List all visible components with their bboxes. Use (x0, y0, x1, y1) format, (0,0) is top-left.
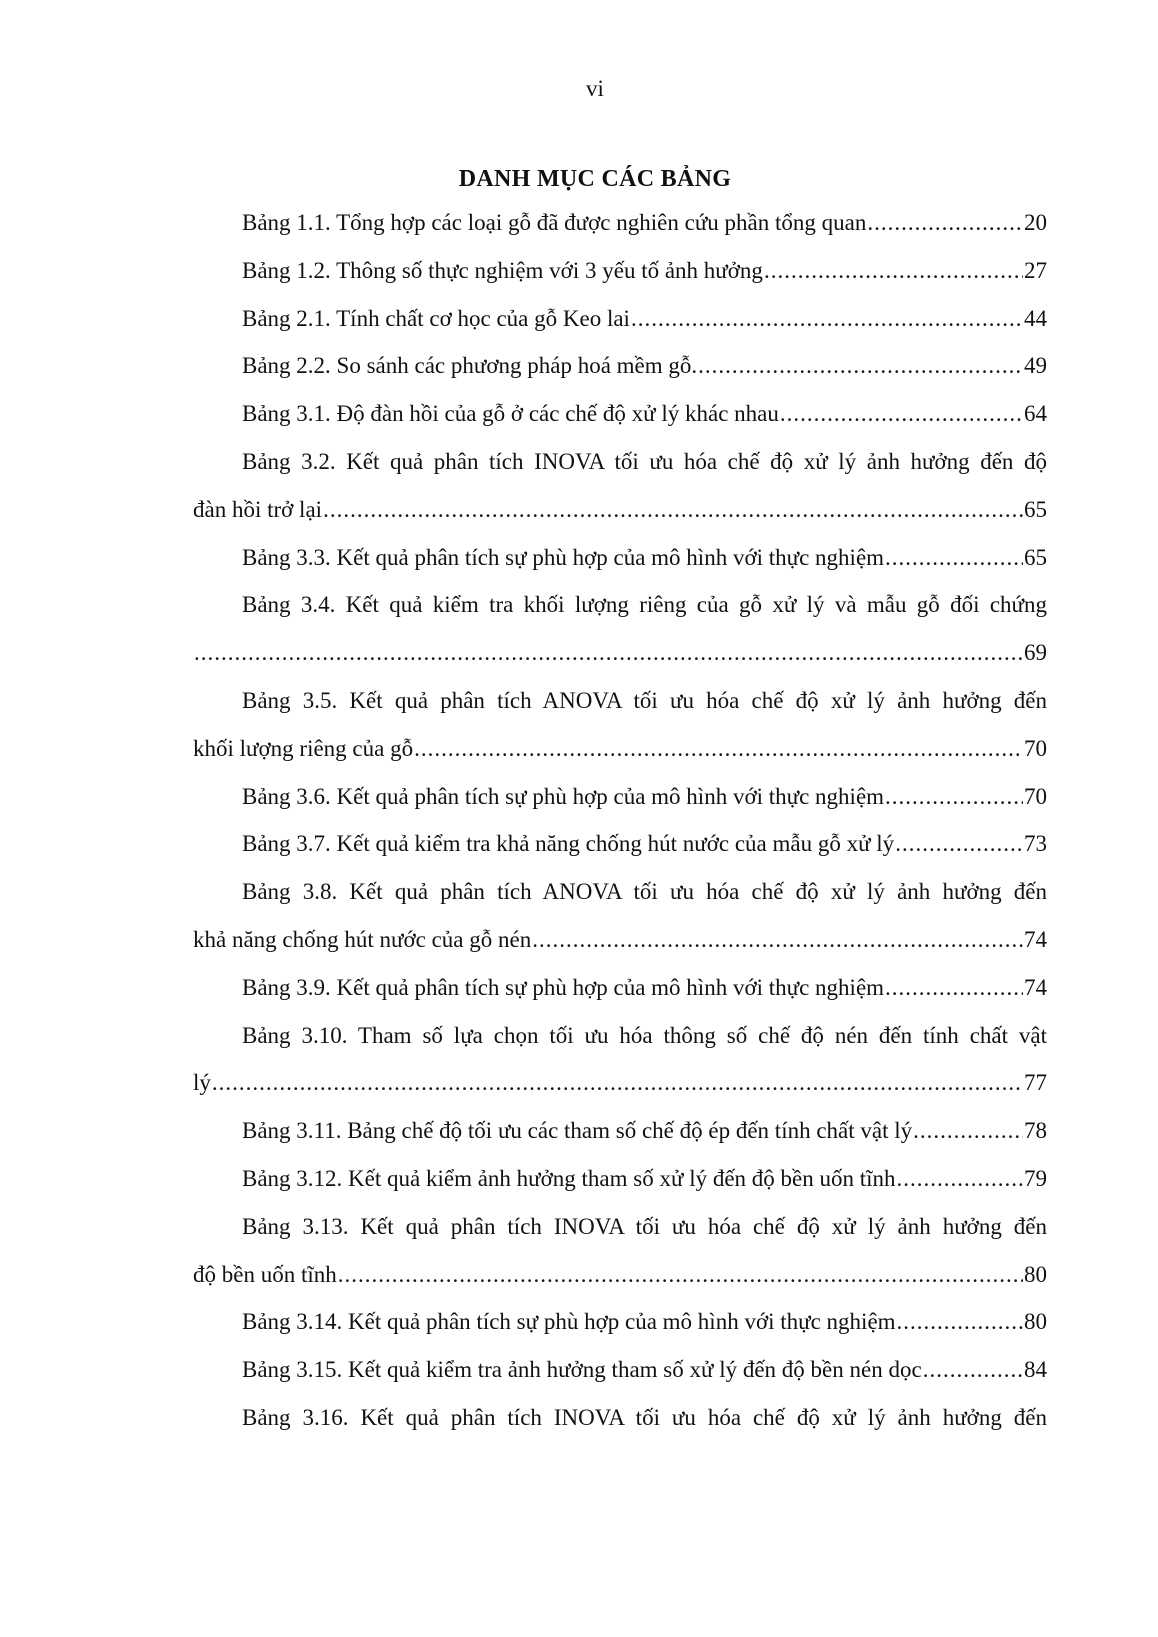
toc-entry-page-number: 44 (1024, 305, 1047, 331)
toc-entry-page-number: 49 (1024, 353, 1047, 379)
toc-entry[interactable] (193, 1203, 1047, 1299)
toc-entry-page-number: 79 (1024, 1165, 1047, 1191)
toc-entry-text: Bảng 3.7. Kết quả kiểm tra khả năng chống hút nước của mẫu gỗ xử lý (242, 831, 895, 857)
toc-entry[interactable] (193, 199, 1047, 247)
toc-entry[interactable] (193, 1107, 1047, 1155)
dot-leader (194, 629, 1023, 677)
dot-leader (323, 486, 1023, 534)
toc-entry[interactable] (193, 1012, 1047, 1108)
toc-entry-text: Bảng 2.2. So sánh các phương pháp hoá mềm gỗ. (242, 353, 698, 379)
toc-entry[interactable] (193, 295, 1047, 343)
toc-entry-line (193, 342, 1047, 390)
toc-entry[interactable] (193, 1346, 1047, 1394)
page-title: DANH MỤC CÁC BẢNG (458, 166, 732, 192)
toc-entry-text: Bảng 1.1. Tổng hợp các loại gỗ đã được nghiên cứu phần tổng quan (242, 210, 867, 235)
dot-leader (212, 1059, 1023, 1107)
toc-entry[interactable] (193, 247, 1047, 295)
dot-leader (698, 342, 1023, 390)
dot-leader (923, 1346, 1023, 1394)
toc-entry-text: Bảng 3.9. Kết quả phân tích sự phù hợp của mô hình với thực nghiệm (242, 974, 885, 1000)
toc-entry-line: Bảng 3.8. Kết quả phân tích ANOVA tối ưu hóa chế độ xử lý ảnh hưởng đến (242, 879, 1047, 905)
toc-entry-line (193, 534, 1047, 582)
toc-entry-line (193, 295, 1047, 343)
toc-entry[interactable] (193, 534, 1047, 582)
toc-entry-page-number: 77 (1024, 1070, 1047, 1096)
toc-entry-page-number: 69 (1024, 640, 1047, 666)
toc-entry-line (193, 1251, 1047, 1299)
toc-entry[interactable] (193, 1394, 1047, 1442)
dot-leader (913, 1107, 1023, 1155)
toc-entry-text: Bảng 3.11. Bảng chế độ tối ưu các tham số chế độ ép đến tính chất vật lý (242, 1118, 913, 1144)
toc-entry-page-number: 70 (1024, 735, 1047, 761)
toc-entry-line: Bảng 3.5. Kết quả phân tích ANOVA tối ưu hóa chế độ xử lý ảnh hưởng đến (242, 687, 1047, 713)
toc-entry-text: khả năng chống hút nước của gỗ nén (193, 926, 532, 952)
dot-leader (338, 1251, 1023, 1299)
toc-entry-text: Bảng 2.1. Tính chất cơ học của gỗ Keo lai (242, 305, 630, 331)
toc-entry-text: khối lượng riêng của gỗ (193, 735, 414, 761)
toc-entry-line: Bảng 3.16. Kết quả phân tích INOVA tối ưu hóa chế độ xử lý ảnh hưởng đến (242, 1404, 1047, 1430)
dot-leader (867, 199, 1023, 247)
table-of-contents (193, 199, 1047, 1442)
toc-entry-line (193, 1346, 1047, 1394)
toc-entry-line (193, 1298, 1047, 1346)
toc-entry-text: Bảng 3.12. Kết quả kiểm ảnh hưởng tham số xử lý đến độ bền uốn tĩnh (242, 1165, 896, 1191)
dot-leader (885, 964, 1023, 1012)
toc-entry[interactable] (193, 677, 1047, 773)
toc-entry[interactable] (193, 773, 1047, 821)
toc-entry-page-number: 27 (1024, 257, 1047, 283)
toc-entry[interactable] (193, 438, 1047, 534)
toc-entry[interactable] (193, 820, 1047, 868)
toc-entry-page-number: 78 (1024, 1118, 1047, 1144)
toc-entry[interactable] (193, 342, 1047, 390)
toc-entry-text: Bảng 3.15. Kết quả kiểm tra ảnh hưởng tham số xử lý đến độ bền nén dọc (242, 1357, 922, 1383)
dot-leader (780, 390, 1023, 438)
toc-entry-line (193, 486, 1047, 534)
toc-entry-line (193, 1107, 1047, 1155)
toc-entry-page-number: 64 (1024, 401, 1047, 427)
toc-entry-line: Bảng 3.2. Kết quả phân tích INOVA tối ưu hóa chế độ xử lý ảnh hưởng đến độ (242, 448, 1047, 474)
toc-entry-text: đàn hồi trở lại (193, 496, 323, 522)
toc-entry-line (193, 390, 1047, 438)
toc-entry[interactable] (193, 1155, 1047, 1203)
dot-leader (885, 534, 1023, 582)
toc-entry-line (193, 773, 1047, 821)
dot-leader (532, 916, 1023, 964)
toc-entry[interactable] (193, 868, 1047, 964)
toc-entry-page-number: 70 (1024, 783, 1047, 809)
toc-entry-page-number: 73 (1024, 831, 1047, 857)
dot-leader (885, 773, 1023, 821)
dot-leader (895, 820, 1023, 868)
toc-entry-page-number: 80 (1024, 1261, 1047, 1287)
page-number: vi (586, 76, 604, 101)
toc-entry-text: lý (193, 1070, 211, 1096)
toc-entry-text: Bảng 3.3. Kết quả phân tích sự phù hợp của mô hình với thực nghiệm (242, 544, 885, 570)
toc-entry-line: Bảng 3.10. Tham số lựa chọn tối ưu hóa thông số chế độ nén đến tính chất vật (242, 1022, 1047, 1048)
toc-entry-page-number: 20 (1024, 210, 1047, 235)
toc-entry-line (193, 247, 1047, 295)
toc-entry-line (193, 964, 1047, 1012)
toc-entry-text: Bảng 3.14. Kết quả phân tích sự phù hợp của mô hình với thực nghiệm (242, 1309, 896, 1335)
toc-entry-text: Bảng 3.1. Độ đàn hồi của gỗ ở các chế độ xử lý khác nhau (242, 401, 779, 427)
toc-entry-line (193, 1059, 1047, 1107)
toc-entry[interactable] (193, 581, 1047, 677)
toc-entry-page-number: 74 (1024, 974, 1047, 1000)
toc-entry-page-number: 65 (1024, 496, 1047, 522)
dot-leader (764, 247, 1023, 295)
toc-entry[interactable] (193, 964, 1047, 1012)
toc-entry-line (193, 629, 1047, 677)
dot-leader (414, 725, 1023, 773)
toc-entry-line: Bảng 3.4. Kết quả kiểm tra khối lượng riêng của gỗ xử lý và mẫu gỗ đối chứng (242, 592, 1047, 618)
toc-entry-line (193, 199, 1047, 247)
toc-entry-page-number: 84 (1024, 1357, 1047, 1383)
toc-entry-line: Bảng 3.13. Kết quả phân tích INOVA tối ưu hóa chế độ xử lý ảnh hưởng đến (242, 1213, 1047, 1239)
toc-entry-line (193, 916, 1047, 964)
toc-entry-line (193, 725, 1047, 773)
toc-entry-text: Bảng 3.6. Kết quả phân tích sự phù hợp của mô hình với thực nghiệm (242, 783, 885, 809)
dot-leader (897, 1155, 1023, 1203)
toc-entry[interactable] (193, 1298, 1047, 1346)
toc-entry-line (193, 820, 1047, 868)
toc-entry-page-number: 74 (1024, 926, 1047, 952)
toc-entry[interactable] (193, 390, 1047, 438)
toc-entry-text: Bảng 1.2. Thông số thực nghiệm với 3 yếu tố ảnh hưởng (242, 257, 763, 283)
dot-leader (897, 1298, 1023, 1346)
dot-leader (631, 295, 1023, 343)
toc-entry-page-number: 80 (1024, 1309, 1047, 1335)
toc-entry-page-number: 65 (1024, 544, 1047, 570)
toc-entry-line (193, 1155, 1047, 1203)
toc-entry-text: độ bền uốn tĩnh (193, 1261, 337, 1287)
